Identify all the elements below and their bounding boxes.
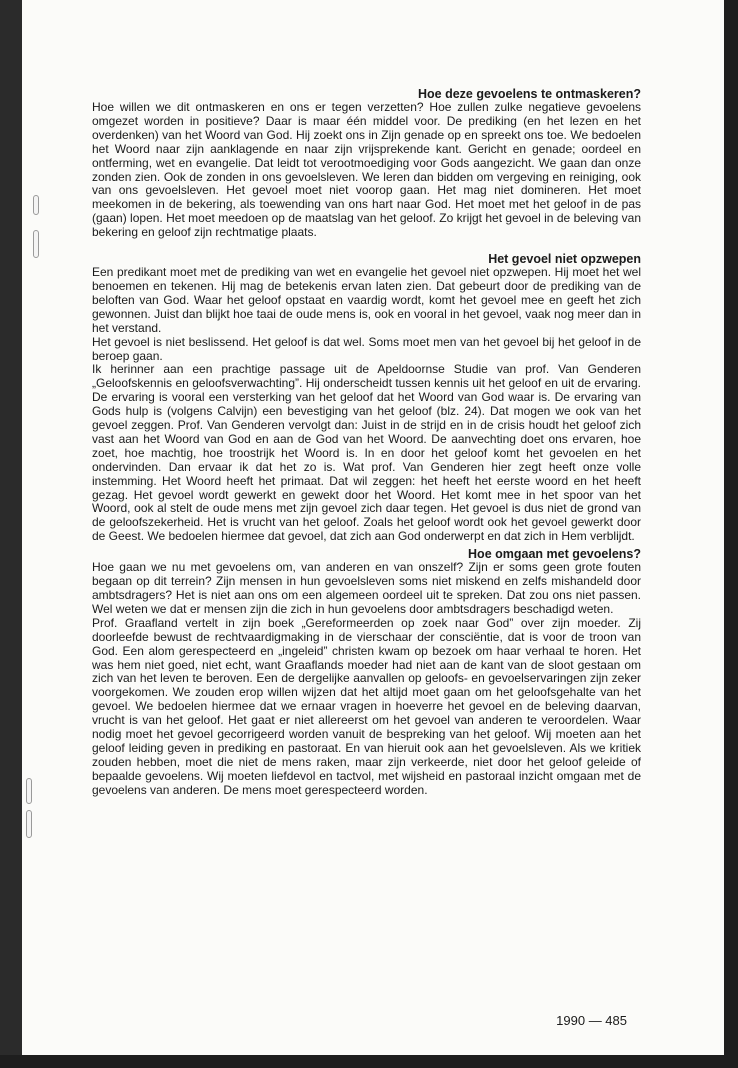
- paragraph: Ik herinner aan een prachtige passage uit de Apeldoornse Studie van prof. Van Genderen „Geloofskennis en geloofsverwachting”. Hij onderscheidt tussen kennis uit het geloof en uit de ervaring. De ervaring is vooral een versterking van het geloof dat het Woord van God waar is. De ervaring van Gods hulp is (volgens Calvijn) een bevestiging van het geloof (blz. 24). Dat mogen we ook van het gevoel zeggen. Prof. Van Genderen vervolgt dan: Juist in de strijd en in de crisis houdt het geloof zich vast aan het Woord van God en aan de God van het Woord. De aanvechting doet ons ervaren, hoe zoet, hoe machtig, hoe troostrijk het Woord is. In en door het geloof komt het gevoelen en het ondervinden. Dan ervaar ik dat het zo is. Wat prof. Van Genderen hier zegt heeft onze volle instemming. Het Woord heeft het primaat. Dat wil zeggen: het heeft het eerste woord en het heeft gezag. Het gevoel wordt gewerkt en gewekt door het Woord. Het komt mee in het spoor van het Woord, ook al stelt de oude mens met zijn gevoel zich daar tegen. Het gevoel is dus niet de grond van de geloofszekerheid. Het is vrucht van het geloof. Zoals het geloof wordt ook het gevoel gewerkt door de Geest. We bedoelen hiermee dat gevoel, dat zich aan God onderwerpt en dat zich in Hem verblijdt.: [92, 362, 641, 544]
- scan-edge-bottom: [0, 1055, 738, 1068]
- paragraph: Een predikant moet met de prediking van wet en evangelie het gevoel niet opzwepen. Hij moet het wel benoemen en tekenen. Hij mag de betekenis ervan laten zien. Dat gebeurt door de prediking van de beloften van God. Waar het geloof opstaat en vaardig wordt, komt het gevoel mee en geeft het zich gewonnen. Juist dan blijkt hoe taai de oude mens is, ook en vooral in het gevoel, vaak nog meer dan in het verstand.: [92, 265, 641, 335]
- page-number: 1990 — 485: [556, 1013, 627, 1028]
- paragraph: Prof. Graafland vertelt in zijn boek „Gereformeerden op zoek naar God” over zijn moeder. Zij doorleefde bewust de rechtvaardigmaking in de vierschaar der consciëntie, dat is voor de troon van God. Een alom gerespecteerd en „ingeleid” christen kwam op bezoek om haar verhaal te horen. Het was hem niet goed, niet echt, want Graaflands moeder had niet aan de kant van de sloot gestaan om zich van het leven te beroven. Een de dergelijke aanvallen op geloofs- en gevoelservaringen zijn zeker voorgekomen. We zouden erop willen wijzen dat het altijd moet gaan om het geloofsgehalte van het gevoel. We bedoelen hiermee dat we ernaar vragen in hoeverre het gevoel en de beleving daarvan, vrucht is van het geloof. Het gaat er niet allereerst om het gevoel van anderen te veroordelen. Waar nodig moet het gevoel gecorrigeerd worden vanuit de bespreking van het geloof. Wij moeten aan het geloof leiding geven in prediking en pastoraat. En van hieruit ook aan het gevoelsleven. Als we kritiek zouden hebben, moet die niet de mens raken, maar zijn verkeerde, niet door het geloof geleide of bepaalde gevoelens. Wij moeten liefdevol en tactvol, met wijsheid en pastoraal inzicht omgaan met de gevoelens van anderen. De mens moet gerespecteerd worden.: [92, 615, 641, 797]
- section-omgaan: [92, 547, 641, 797]
- paragraph: Het gevoel is niet beslissend. Het geloof is dat wel. Soms moet men van het gevoel bij het geloof in de beroep gaan.: [92, 334, 641, 363]
- paragraph: Hoe gaan we nu met gevoelens om, van anderen en van onszelf? Zijn er soms geen grote fouten begaan op dit terrein? Zijn mensen in hun gevoelsleven soms niet miskend en zelfs mishandeld door ambtsdragers? Het is niet aan ons om een algemeen oordeel uit te spreken. Dat zou ons niet passen. Wel weten we dat er mensen zijn die zich in hun gevoelens door ambtsdragers beschadigd weten.: [92, 560, 641, 616]
- staple-mark-top: [33, 195, 39, 215]
- staple-mark-bottom: [26, 778, 32, 804]
- staple-mark-bottom-lower: [26, 810, 32, 838]
- scan-edge-right: [724, 0, 738, 1068]
- article-body: [92, 84, 641, 798]
- section-opzwepen: [92, 252, 641, 544]
- section-heading: Hoe omgaan met gevoelens?: [468, 547, 641, 562]
- section-heading: Het gevoel niet opzwepen: [488, 252, 641, 267]
- staple-mark-top-lower: [33, 230, 39, 258]
- paragraph: Hoe willen we dit ontmaskeren en ons er tegen verzetten? Hoe zullen zulke negatieve gevoelens omgezet worden in positieve? Daar is maar één middel voor. De prediking (en het lezen en het overdenken) van het Woord van God. Hij zoekt ons in Zijn genade op en spreekt ons toe. We bedoelen het Woord naar zijn aanklagende en naar zijn vrijsprekende kant. Gericht en genade; oordeel en ontferming, wet en evangelie. Dat leidt tot verootmoediging voor Gods aangezicht. We gaan dan onze zonden zien. Ook de zonden in ons gevoelsleven. We leren dan bidden om vergeving en reiniging, ook van ons gevoelsleven. Het gevoel moet niet voorop gaan. Het mag niet domineren. Het moet meekomen in de bekering, als toewending van ons hart naar God. Het moet met het geloof in de pas (gaan) lopen. Het moet meedoen op de maatslag van het geloof. Zo krijgt het gevoel in de beleving van bekering en geloof zijn rechtmatige plaats.: [92, 100, 641, 240]
- section-heading: Hoe deze gevoelens te ontmaskeren?: [418, 87, 641, 101]
- section-ontmaskeren: [92, 87, 641, 240]
